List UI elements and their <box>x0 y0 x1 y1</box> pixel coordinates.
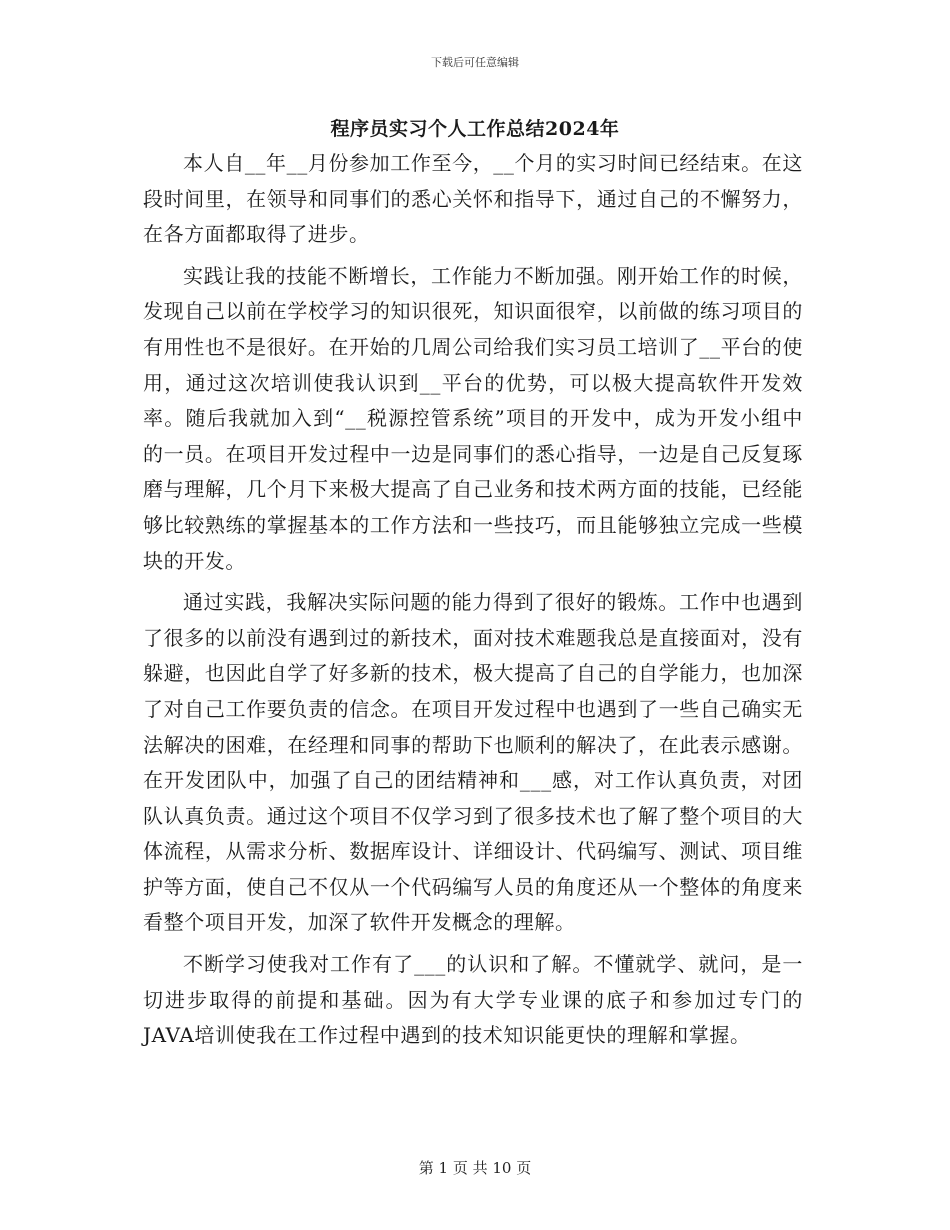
paragraph-1: 本人自__年__月份参加工作至今，__个月的实习时间已经结束。在这段时间里，在领导和同事们的悉心关怀和指导下，通过自己的不懈努力，在各方面都取得了进步。 <box>143 151 803 247</box>
page-number: 第 1 页 共 10 页 <box>418 1159 532 1177</box>
paragraph-3: 通过实践，我解决实际问题的能力得到了很好的锻炼。工作中也遇到了很多的以前没有遇到过的新技术，面对技术难题我总是直接面对，没有躲避，也因此自学了好多新的技术，极大提高了自己的自学能力，也加深了对自己工作要负责的信念。在项目开发过程中也遇到了一些自己确实无法解决的困难，在经理和同事的帮助下也顺利的解决了，在此表示感谢。在开发团队中，加强了自己的团结精神和___感，对工作认真负责，对团队认真负责。通过这个项目不仅学习到了很多技术也了解了整个项目的大体流程，从需求分析、数据库设计、详细设计、代码编写、测试、项目维护等方面，使自己不仅从一个代码编写人员的角度还从一个整体的角度来看整个项目开发，加深了软件开发概念的理解。 <box>143 590 803 935</box>
paragraph-4: 不断学习使我对工作有了___的认识和了解。不懂就学、就问，是一切进步取得的前提和基础。因为有大学专业课的底子和参加过专门的JAVA培训使我在工作过程中遇到的技术知识能更快的理解和掌握。 <box>143 952 803 1048</box>
paragraph-2: 实践让我的技能不断增长，工作能力不断加强。刚开始工作的时候，发现自己以前在学校学习的知识很死，知识面很窄，以前做的练习项目的有用性也不是很好。在开始的几周公司给我们实习员工培训了__平台的使用，通过这次培训使我认识到__平台的优势，可以极大提高软件开发效率。随后我就加入到“__税源控管系统”项目的开发中，成为开发小组中的一员。在项目开发过程中一边是同事们的悉心指导，一边是自己反复琢磨与理解，几个月下来极大提高了自己业务和技术两方面的技能，已经能够比较熟练的掌握基本的工作方法和一些技巧，而且能够独立完成一些模块的开发。 <box>143 263 803 573</box>
document-body <box>143 146 803 1060</box>
header-note: 下载后可任意编辑 <box>431 56 519 69</box>
document-title: 程序员实习个人工作总结2024年 <box>330 118 620 140</box>
